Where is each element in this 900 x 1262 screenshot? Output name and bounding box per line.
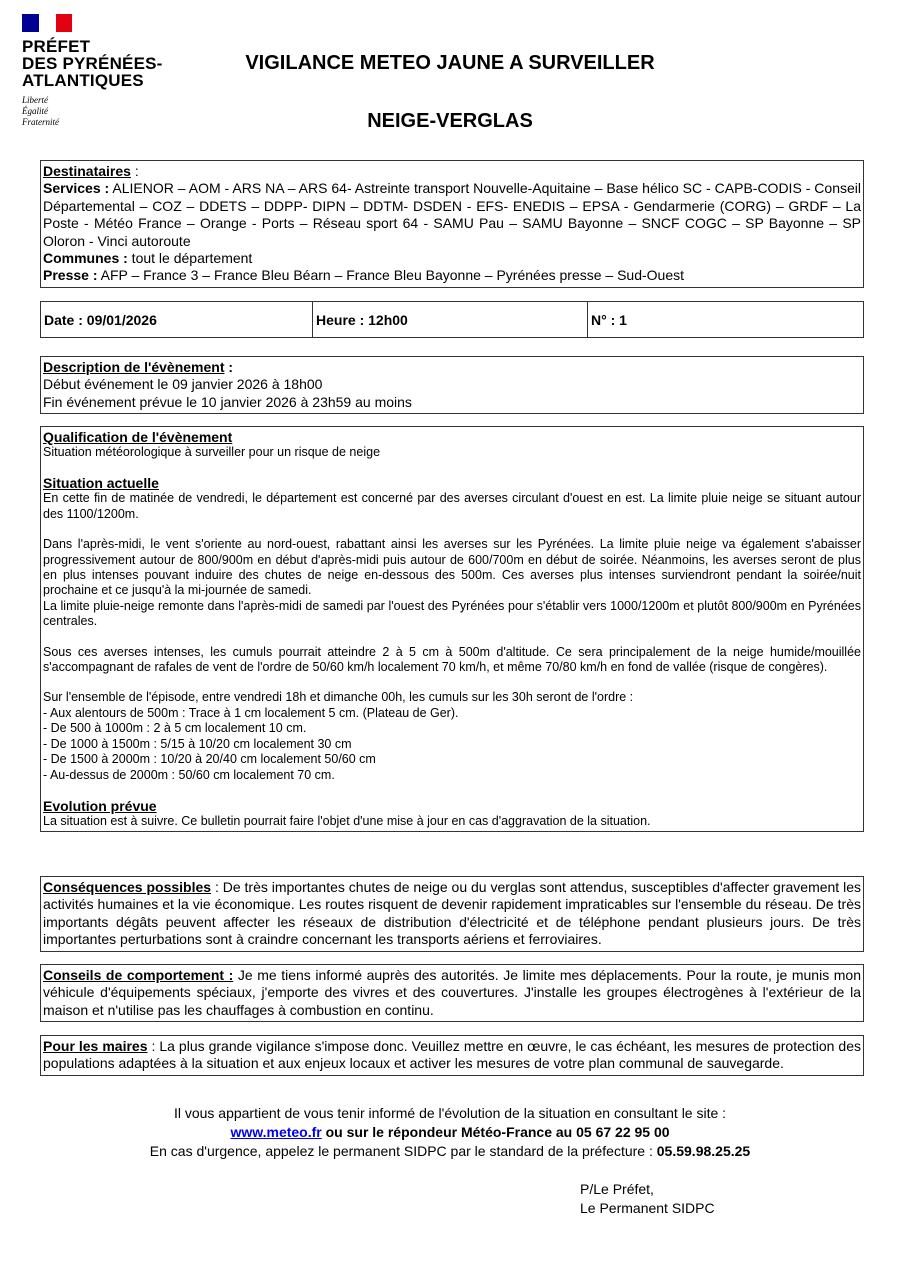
motto-liberte: Liberté bbox=[22, 95, 48, 105]
prefecture-name-line3: ATLANTIQUES bbox=[22, 71, 144, 90]
situation-paragraph-2: Dans l'après-midi, le vent s'oriente au nord-ouest, rabattant ainsi les averses sur les Pyrénées. La limite pluie neige va également s'abaisser progressivement autour de 800/900m en début d'après-midi puis autour de 600/700m en début de soirée. Néanmoins, les averses seront de plus en plus intenses pouvant induire des chutes de neige en-dessous des 500m. Ces averses plus intenses surviendront pendant la soirée/nuit prochaine et ce jusqu'à la mi-journée de samedi. bbox=[43, 537, 861, 598]
situation-paragraph-5: Sur l'ensemble de l'épisode, entre vendredi 18h et dimanche 00h, les cumuls sur les 30h seront de l'ordre : bbox=[43, 690, 634, 705]
prefecture-name-line1: PRÉFET bbox=[22, 37, 91, 56]
event-start: Début événement le 09 janvier 2026 à 18h00 bbox=[43, 376, 323, 393]
advice-box bbox=[40, 964, 864, 1022]
mayors-box bbox=[40, 1035, 864, 1076]
french-flag-icon bbox=[22, 14, 72, 32]
accumulation-list-item: - De 1500 à 2000m : 10/20 à 20/40 cm localement 50/60 cm bbox=[43, 752, 376, 767]
prefecture-logo bbox=[22, 14, 192, 128]
advice-text: Je me tiens informé auprès des autorités. Je limite mes déplacements. Pour la route, je munis mon véhicule d'équipements spéciaux, j'emporte des vivres et des couvertures. J'installe les groupes électrogènes à l'extérieur de la maison et n'utilise pas les chauffages à combustion en continu. bbox=[43, 967, 861, 1018]
event-description-heading: Description de l'évènement : bbox=[43, 359, 234, 375]
qualification-heading: Qualification de l'évènement bbox=[43, 429, 233, 445]
situation-paragraph-3: La limite pluie-neige remonte dans l'après-midi de samedi par l'ouest des Pyrénées pour s'établir vers 1000/1200m et plutôt 800/900m en Pyrénées centrales. bbox=[43, 598, 861, 629]
bulletin-meta-table bbox=[40, 301, 864, 338]
situation-paragraph-1: En cette fin de matinée de vendredi, le département est concerné par des averses circulant d'ouest en est. La limite pluie neige se situant autour des 1100/1200m. bbox=[43, 491, 861, 521]
signature-line-2: Le Permanent SIDPC bbox=[580, 1200, 715, 1216]
signature bbox=[580, 1180, 715, 1218]
situation-paragraph-4: Sous ces averses intenses, les cumuls pourrait atteindre 2 à 5 cm à 500m d'altitude. Ce sera principalement de la neige humide/mouillée s'accompagnant de rafales de vent de l'ordre de 50/60 km/h localement 70 km/h, et même 70/80 km/h en fond de vallée (risque de congères). bbox=[43, 644, 861, 675]
event-end: Fin événement prévue le 10 janvier 2026 à 23h59 au moins bbox=[43, 393, 412, 410]
document-title: VIGILANCE METEO JAUNE A SURVEILLER bbox=[245, 52, 655, 74]
recipients-box bbox=[40, 160, 864, 288]
meteo-link[interactable]: www.meteo.fr bbox=[230, 1124, 322, 1140]
recipients-services: Services : ALIENOR – AOM - ARS NA – ARS 64- Astreinte transport Nouvelle-Aquitaine – Base hélico SC - CAPB-CODIS - Conseil Départemental – COZ – DDETS – DDPP- DIPN – DDTM- DSDEN - EFS- ENEDIS – EPSA - Gendarmerie (CORG) – GRDF – La Poste - Météo France – Orange - Ports – Réseau sport 64 - SAMU Pau – SAMU Bayonne – SNCF COGC – SP Bayonne – SP Oloron - Vinci autoroute bbox=[43, 180, 861, 249]
bulletin-number: N° : 1 bbox=[591, 311, 627, 328]
footer-info bbox=[0, 1104, 900, 1161]
mayors-heading: Pour les maires bbox=[43, 1038, 148, 1054]
footer-line-2: www.meteo.fr ou sur le répondeur Météo-France au 05 67 22 95 00 bbox=[230, 1124, 670, 1140]
prefecture-phone: 05.59.98.25.25 bbox=[656, 1143, 751, 1159]
recipients-presse: Presse : AFP – France 3 – France Bleu Béarn – France Bleu Bayonne – Pyrénées presse – Sud-Ouest bbox=[43, 267, 685, 284]
motto-egalite: Égalité bbox=[22, 106, 48, 116]
accumulation-list-item: - De 500 à 1000m : 2 à 5 cm localement 10 cm. bbox=[43, 721, 307, 736]
accumulation-list-item: - Au-dessus de 2000m : 50/60 cm localement 70 cm. bbox=[43, 767, 335, 782]
recipients-communes: Communes : tout le département bbox=[43, 250, 253, 267]
motto-fraternite: Fraternité bbox=[22, 117, 59, 127]
accumulation-list-item: - De 1000 à 1500m : 5/15 à 10/20 cm localement 30 cm bbox=[43, 736, 352, 751]
accumulation-list-item: - Aux alentours de 500m : Trace à 1 cm localement 5 cm. (Plateau de Ger). bbox=[43, 705, 459, 720]
mayors-text: : La plus grande vigilance s'impose donc. Veuillez mettre en œuvre, le cas échéant, les mesures de protection des populations adaptées à la situation et aux enjeux locaux et activer les mesures de votre plan communal de sauvegarde. bbox=[43, 1038, 862, 1072]
document-subtitle: NEIGE-VERGLAS bbox=[367, 110, 533, 132]
qualification-text: Situation météorologique à surveiller pour un risque de neige bbox=[43, 445, 381, 459]
event-description-box bbox=[40, 356, 864, 414]
bulletin-date: Date : 09/01/2026 bbox=[41, 302, 313, 337]
bulletin-time: Heure : 12h00 bbox=[313, 302, 588, 337]
consequences-heading: Conséquences possibles bbox=[43, 879, 212, 895]
evolution-text: La situation est à suivre. Ce bulletin pourrait faire l'objet d'une mise à jour en cas d'aggravation de la situation. bbox=[43, 813, 651, 828]
prefecture-name-line2: DES PYRÉNÉES- bbox=[22, 54, 163, 73]
recipients-heading: Destinataires : bbox=[43, 163, 139, 179]
signature-line-1: P/Le Préfet, bbox=[580, 1181, 654, 1197]
motto bbox=[22, 95, 192, 128]
evolution-heading: Evolution prévue bbox=[43, 797, 157, 814]
consequences-text: : De très importantes chutes de neige ou du verglas sont attendus, susceptibles d'affecter gravement les activités humaines et la vie économique. Les routes risquent de devenir rapidement impraticables sur l'ensemble du réseau. De très importants dégâts peuvent affecter les réseaux de distribution d'électricité et de téléphone pendant plusieurs jours. De très importantes perturbations sont à craindre concernant les transports aériens et ferroviaires. bbox=[43, 879, 861, 948]
consequences-box bbox=[40, 876, 864, 952]
footer-line-1: Il vous appartient de vous tenir informé de l'évolution de la situation en consultant le site : bbox=[173, 1105, 727, 1121]
situation-heading: Situation actuelle bbox=[43, 475, 159, 492]
qualification-box bbox=[40, 426, 864, 832]
footer-line-3: En cas d'urgence, appelez le permanent SIDPC par le standard de la préfecture : 05.59.98.25.25 bbox=[149, 1143, 751, 1159]
advice-heading: Conseils de comportement : bbox=[43, 967, 234, 983]
